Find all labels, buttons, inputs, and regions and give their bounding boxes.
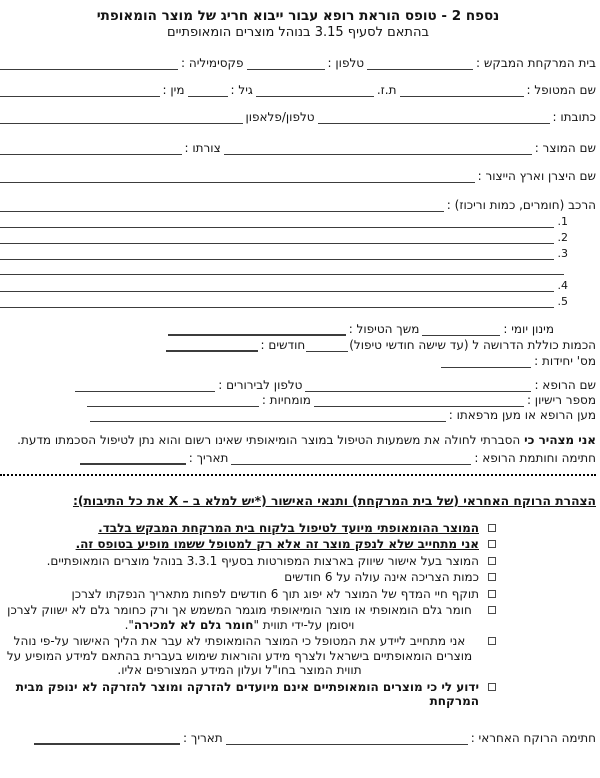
composition-number-2: 2.	[557, 231, 568, 244]
address-label: כתובתו :	[552, 110, 596, 124]
composition-label: הרכב (חומרים, כמות וריכוז) :	[446, 198, 596, 212]
page-title: נספח 2 - טופס הוראת רופא עבור ייבוא חריג של מוצר הומאופתי	[96, 8, 500, 24]
total-quantity-field[interactable]	[306, 340, 348, 352]
condition-text-1: המוצר ההומאופתי מיועד לטיפול בלקוח בית המרקחת המבקש בלבד.	[98, 520, 479, 535]
composition-number-5: 5.	[557, 295, 568, 308]
product-row	[0, 141, 596, 155]
doctor-signature-label: חתימה וחותמת הרופא :	[474, 450, 596, 465]
composition-line-extra	[0, 263, 568, 275]
pharmacist-signature-label: חתימה הרוקח האחראי :	[470, 730, 596, 745]
composition-field-3[interactable]	[0, 248, 554, 260]
doctor-signature-field[interactable]	[231, 453, 471, 465]
months-field[interactable]	[166, 340, 258, 352]
product-form-label: צורתו :	[184, 141, 221, 155]
condition-text-6-post: ".	[124, 617, 134, 632]
phone-label: טלפון :	[327, 56, 365, 70]
fax-field[interactable]	[0, 58, 178, 70]
inquiries-phone-field[interactable]	[75, 380, 215, 392]
condition-item-2	[0, 537, 496, 552]
checkbox-6[interactable]	[488, 606, 496, 614]
section-divider	[0, 474, 596, 476]
pharmacy-label: בית המרקחת המבקש :	[476, 56, 596, 70]
checkbox-5[interactable]	[488, 590, 496, 598]
fax-label: פקסימיליה :	[181, 56, 244, 70]
condition-text-6-bold: חומר גלם לא למכירה	[133, 617, 254, 632]
phone-mobile-field[interactable]	[0, 112, 243, 124]
composition-number-1: 1.	[557, 215, 568, 228]
address-row	[0, 110, 596, 124]
quantity-row	[0, 338, 596, 352]
checkbox-1[interactable]	[488, 524, 496, 532]
composition-field-2[interactable]	[0, 232, 554, 244]
phone-field[interactable]	[247, 58, 325, 70]
composition-line-3	[0, 247, 568, 260]
daily-dose-label: מינון יומי :	[503, 322, 554, 336]
composition-field-5[interactable]	[0, 296, 554, 308]
patient-name-field[interactable]	[400, 85, 524, 97]
checkbox-2[interactable]	[488, 540, 496, 548]
pharmacist-section-heading: הצהרת הרוקח האחראי (של בית המרקחת) ותנאי האישור (*יש למלא ב – X את כל התיבות):	[72, 493, 596, 508]
doctor-address-label: מען הרופא או מען מרפאתו :	[448, 408, 596, 422]
specialty-label: מומחיות :	[261, 393, 311, 407]
condition-text-7: אני מתחייב ליידע את המטופל כי המוצר ההומאופתי לא עבר את הליך האישור על-פי נוהל מוצרים הומאופתיים בישראל ולצרף מידע והוראות שימוש בעברית בהתאם למידע המופיע על תווית המוצר בחו"ל ועלון המידע המצורפים אליו.	[6, 634, 473, 678]
condition-item-8	[0, 680, 496, 709]
pharmacy-row	[0, 56, 596, 70]
product-name-label: שם המוצר :	[534, 141, 596, 155]
gender-label: מין :	[162, 83, 185, 97]
doctor-declaration	[0, 433, 596, 449]
condition-item-1	[0, 521, 496, 536]
patient-row	[0, 83, 596, 97]
license-field[interactable]	[314, 395, 524, 407]
pharmacist-signature-row	[0, 731, 596, 745]
gender-field[interactable]	[0, 85, 160, 97]
doctor-signature-row	[0, 451, 596, 465]
pharmacist-date-label: תאריך :	[183, 730, 223, 745]
daily-dose-field[interactable]	[422, 324, 500, 336]
condition-item-7	[0, 634, 496, 678]
doctor-name-label: שם הרופא :	[534, 378, 596, 392]
condition-text-3: המוצר בעל אישור שיווק בארצות המפורטות בסעיף 3.3.1 בנוהל מוצרים הומאופתיים.	[46, 553, 479, 568]
composition-field[interactable]	[0, 200, 444, 212]
patient-name-label: שם המטופל :	[526, 83, 596, 97]
doctor-date-field[interactable]	[80, 453, 186, 465]
age-field[interactable]	[188, 85, 228, 97]
checkbox-7[interactable]	[488, 637, 496, 645]
composition-line-4	[0, 279, 568, 292]
doctor-name-field[interactable]	[305, 380, 531, 392]
condition-item-5	[0, 587, 496, 602]
checkbox-3[interactable]	[488, 557, 496, 565]
product-form-field[interactable]	[0, 143, 182, 155]
units-label: מס' יחידות :	[534, 354, 596, 368]
doctor-declaration-bold: אני מצהיר כי	[524, 433, 596, 447]
page-subtitle: בהתאם לסעיף 3.15 בנוהל מוצרים הומאופתיים	[167, 25, 429, 40]
address-field[interactable]	[318, 112, 550, 124]
pharmacist-date-field[interactable]	[34, 733, 180, 745]
phone-mobile-label: טלפון/פלאפון	[245, 110, 315, 124]
checkbox-4[interactable]	[488, 573, 496, 581]
condition-item-4	[0, 570, 496, 585]
specialty-field[interactable]	[87, 395, 259, 407]
doctor-date-label: תאריך :	[188, 450, 229, 465]
age-label: גיל :	[230, 83, 253, 97]
id-label: ת.ז.	[376, 83, 397, 97]
manufacturer-field[interactable]	[0, 171, 475, 183]
condition-text-2: אני מתחייב שלא לנפק מוצר זה אלא רק למטופל ששמו מופיע בטופס זה.	[75, 537, 479, 552]
doctor-address-row	[0, 408, 596, 422]
doctor-declaration-rest: הסברתי לחולה את משמעות הטיפול במוצר הומיאופתי שאינו רשום והוא נתן לטיפול הסכמתו מדעת.	[17, 433, 525, 447]
manufacturer-row	[0, 169, 596, 183]
pharmacy-name-field[interactable]	[367, 58, 473, 70]
license-label: מספר רישיון :	[526, 393, 596, 407]
condition-text-5: תוקף חיי המדף של המוצר לא יפוג תוך 6 חודשים לפחות מתאריך הנפקתו לצרכן	[71, 586, 479, 601]
composition-line-5	[0, 295, 568, 308]
treatment-duration-label: משך הטיפול :	[348, 322, 420, 336]
total-quantity-label: הכמות כוללת הדרושה ל (עד שישה חודשי טיפול)	[349, 338, 596, 352]
condition-item-6	[0, 603, 496, 632]
license-row	[0, 393, 596, 407]
composition-field-1[interactable]	[0, 216, 554, 228]
product-name-field[interactable]	[224, 143, 532, 155]
condition-text-6-pre: חומר גלם הומאופתי או מוצר הומיאופתי מוגמר המשמש אך ורק כחומר גלם לא ישווק לצרכן ויסומן על-ידי תווית "	[7, 603, 472, 632]
condition-text-8: ידוע לי כי מוצרים הומאופתיים אינם מיועדים להזרקה ומוצר להזרקה לא ינופק מבית המרקחת	[15, 679, 479, 709]
units-row	[0, 354, 596, 368]
composition-number-3: 3.	[557, 247, 568, 260]
composition-row	[0, 198, 596, 212]
checkbox-8[interactable]	[488, 683, 496, 691]
doctor-address-field[interactable]	[90, 410, 446, 422]
units-field[interactable]	[441, 356, 531, 368]
composition-field-4[interactable]	[0, 280, 554, 292]
composition-line-2	[0, 231, 568, 244]
months-label: חודשים :	[260, 338, 306, 352]
composition-number-4: 4.	[557, 279, 568, 292]
condition-text-4: כמות הצריכה אינה עולה על 6 חודשים	[284, 570, 479, 585]
pharmacist-signature-field[interactable]	[226, 733, 468, 745]
composition-field-extra[interactable]	[0, 263, 564, 275]
manufacturer-label: שם היצרן וארץ הייצור :	[477, 169, 596, 183]
pharmacist-conditions-list	[0, 521, 542, 709]
id-field[interactable]	[256, 85, 374, 97]
dosage-row	[0, 322, 554, 336]
composition-line-1	[0, 215, 568, 228]
treatment-duration-field[interactable]	[168, 324, 346, 336]
condition-text-6	[0, 603, 479, 632]
condition-item-3	[0, 554, 496, 569]
doctor-name-row	[0, 378, 596, 392]
inquiries-phone-label: טלפון לבירורים :	[218, 378, 303, 392]
